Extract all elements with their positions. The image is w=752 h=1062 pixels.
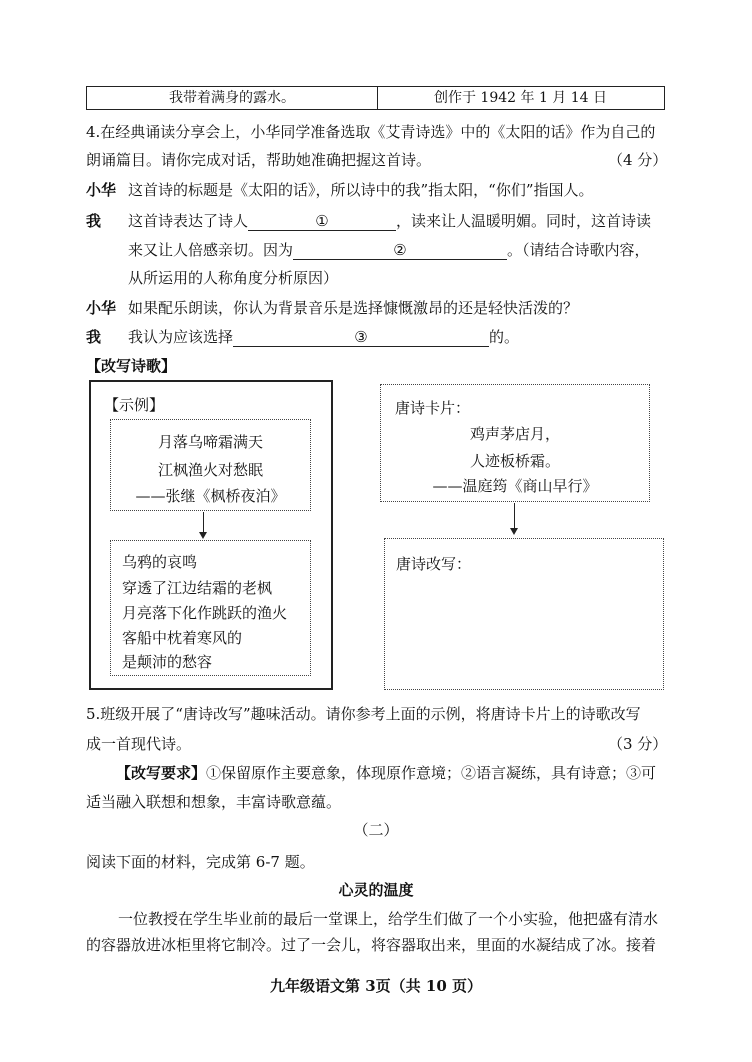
blank-1: ① [248, 212, 396, 231]
speaker-me-2: 我 [86, 328, 102, 346]
speaker-xiaohua-2: 小华 [86, 299, 117, 317]
part-two-instruction: 阅读下面的材料，完成第 6-7 题。 [86, 853, 315, 871]
example-poem-line-1: 月落乌啼霜满天 [157, 433, 263, 451]
example-poem-line-2: 江枫渔火对愁眠 [157, 461, 263, 479]
example-rewrite-line-5: 是颠沛的愁容 [122, 653, 213, 671]
speaker-me-1: 我 [86, 212, 102, 230]
me-line-1 [128, 211, 651, 231]
passage-line-2: 的容器放进冰柜里将它制冷。过了一会儿，将容器取出来，里面的水凝结成了冰。接着 [86, 936, 657, 954]
speaker-xiaohua-1: 小华 [86, 181, 117, 199]
card-arrow-line [514, 503, 515, 529]
example-arrow-head [199, 532, 207, 539]
me-line-4 [128, 327, 519, 347]
table-cell-left: 我带着满身的露水。 [87, 87, 378, 109]
me-line-2 [128, 240, 650, 260]
q4-intro-line2: 朗诵篇目。请你完成对话，帮助她准确把握这首诗。 [86, 151, 432, 169]
q4-score: （4 分） [608, 151, 668, 169]
me-line-2a: 我认为应该选择 [128, 328, 234, 346]
poem-info-table [86, 86, 665, 110]
q5-requirements [116, 763, 656, 783]
section-rewrite-heading: 【改写诗歌】 [86, 357, 177, 375]
example-label: 【示例】 [104, 396, 165, 414]
me-line-1c: 来又让人倍感亲切。因为 [128, 241, 294, 259]
q5-req-1: ①保留原作主要意象，体现原作意境；②语言凝练，具有诗意；③可 [206, 764, 657, 782]
tang-rewrite-label: 唐诗改写： [396, 555, 472, 573]
q5-req-label: 【改写要求】 [116, 764, 207, 782]
example-rewrite-line-2: 穿透了江边结霜的老枫 [122, 579, 273, 597]
tang-card-label: 唐诗卡片： [395, 399, 471, 417]
example-poem-author: ——张继《枫桥夜泊》 [135, 487, 286, 505]
me-line-3: 从所运用的人称角度分析原因） [128, 269, 339, 287]
q5-score: （3 分） [608, 735, 668, 753]
xiaohua-line-2: 如果配乐朗读，你认为背景音乐是选择慷慨激昂的还是轻快活泼的？ [128, 299, 579, 317]
example-arrow-line [203, 512, 204, 534]
card-arrow-head [510, 528, 518, 535]
passage-line-1: 一位教授在学生毕业前的最后一堂课上，给学生们做了一个小实验，他把盛有清水 [118, 910, 659, 928]
xiaohua-line-1: 这首诗的标题是《太阳的话》，所以诗中的我”指太阳，“你们”指国人。 [128, 181, 594, 199]
q4-intro-line1: 4.在经典诵读分享会上，小华同学准备选取《艾青诗选》中的《太阳的话》作为自己的 [86, 123, 656, 141]
me-line-1b: ，读来让人温暖明媚。同时，这首诗读 [396, 212, 652, 230]
example-rewrite-line-1: 乌鸦的哀鸣 [122, 553, 198, 571]
passage-title: 心灵的温度 [338, 881, 414, 899]
example-rewrite-line-4: 客船中枕着寒风的 [122, 629, 243, 647]
tang-card-line-2: 人迹板桥霜。 [469, 452, 560, 470]
q5-line-2: 成一首现代诗。 [86, 735, 192, 753]
part-two-heading: （二） [353, 821, 399, 839]
me-line-2b: 的。 [489, 328, 520, 346]
me-line-1d: 。（请结合诗歌内容， [507, 241, 650, 259]
page-footer: 九年级语文第 3页（共 10 页） [270, 977, 482, 995]
example-rewrite-line-3: 月亮落下化作跳跃的渔火 [122, 604, 288, 622]
tang-card-line-1: 鸡声茅店月， [469, 425, 560, 443]
me-line-1a: 这首诗表达了诗人 [128, 212, 249, 230]
q5-req-2: 适当融入联想和想象，丰富诗歌意蕴。 [86, 793, 342, 811]
blank-2: ② [293, 241, 507, 260]
table-cell-right: 创作于 1942 年 1 月 14 日 [433, 90, 608, 106]
tang-card-author: ——温庭筠《商山早行》 [432, 477, 598, 495]
q5-line-1: 5.班级开展了“唐诗改写”趣味活动。请你参考上面的示例，将唐诗卡片上的诗歌改写 [86, 705, 641, 723]
blank-3: ③ [233, 328, 489, 347]
